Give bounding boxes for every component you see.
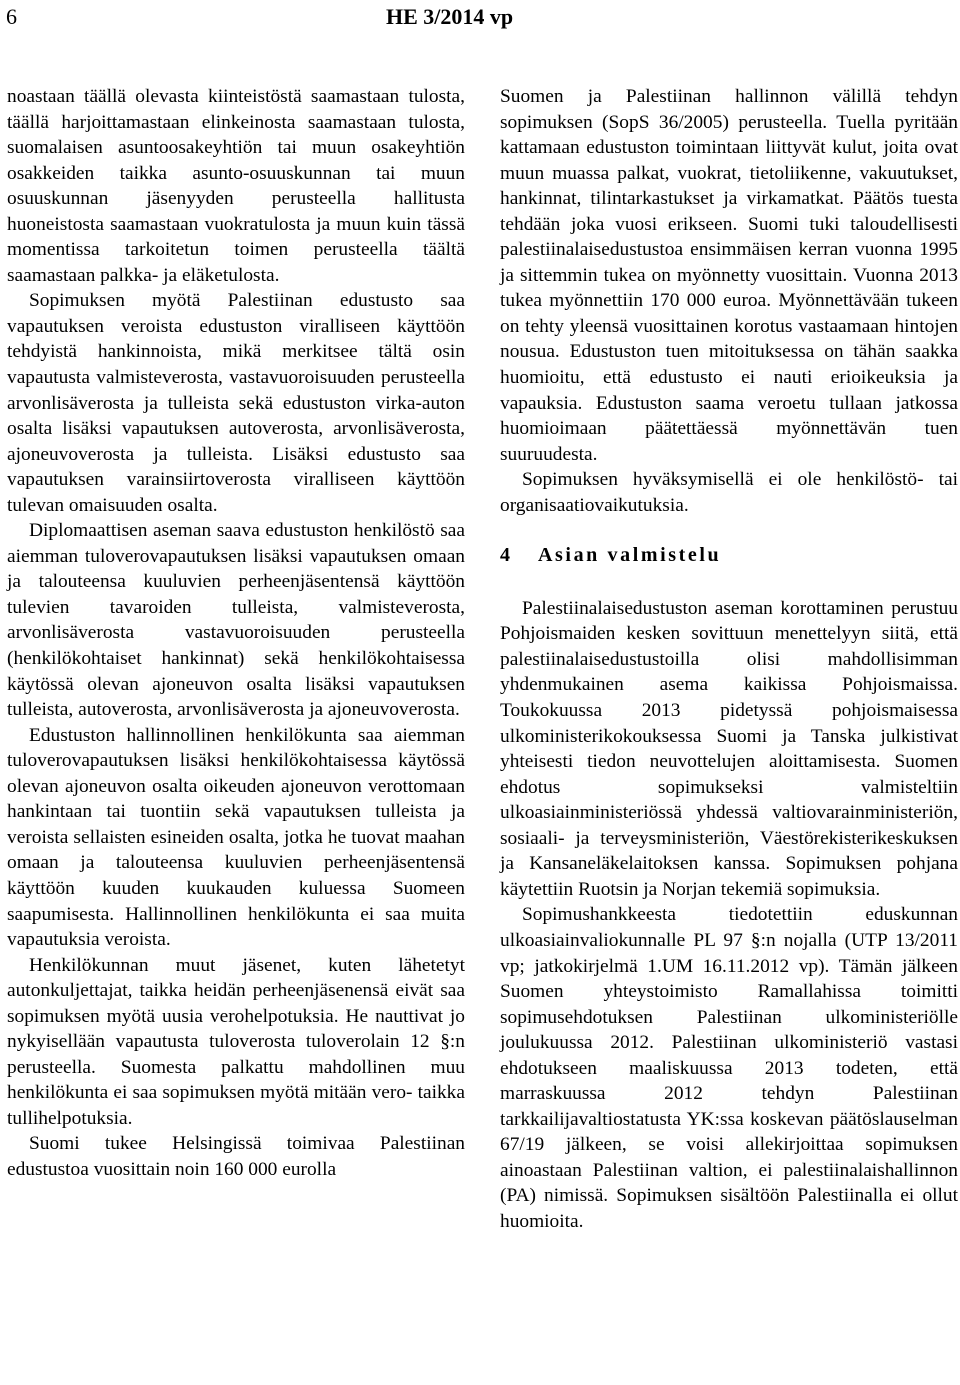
- right-column: [500, 84, 958, 1235]
- section-number: 4: [500, 544, 510, 567]
- paragraph: Henkilökunnan muut jäsenet, kuten lähetetyt autonkuljettajat, taikka heidän perheenjäsenensä eivät saa sopimuksen myötä uusia verohelpotuksia. He nauttivat jo nykyisellään vapautusta tuloverosta tuloverolain 12 §:n perusteella. Suomesta palkattu mahdollinen muu henkilökunta ei saa sopimuksen myötä mitään vero- taikka tullihelpotuksia.: [7, 954, 465, 1129]
- paragraph: Suomi tukee Helsingissä toimivaa Palestiinan edustustoa vuosittain noin 160 000 eurolla: [7, 1133, 465, 1180]
- paragraph: noastaan täällä olevasta kiinteistöstä saamastaan tulosta, täällä harjoittamastaan elinkeinosta saamastaan tulosta, suomalaisen asuntoosakeyhtiön tai muun osakeyhtiön osakkeiden taikka asunto-osuuskunnan tai muun osuuskunnan jäsenyyden perusteella hallitusta huoneistosta saamastaan vuokratulosta ja muun kuin tässä momentissa tarkoitetun toimen perusteella täältä saamastaan palkka- ja eläketulosta.: [7, 86, 465, 286]
- page-number: 6: [6, 4, 17, 29]
- paragraph: Edustuston hallinnollinen henkilökunta saa aiemman tuloverovapautuksen lisäksi henkilökohtaisessa käytössä olevan ajoneuvon osalta oikeuden ajoneuvon verottomaan hankintaan tai tuontiin sekä vapautuksen tulleista ja veroista sellaisten esineiden osalta, jotka he tuovat maahan omaan ja talouteensa kuuluvien perheenjäsentensä käyttöön kuuden kuukauden kuluessa Suomeen saapumisesta. Hallinnollinen henkilökunta ei saa muita vapautuksia veroista.: [7, 724, 465, 951]
- paragraph: Sopimuksen myötä Palestiinan edustusto saa vapautuksen veroista edustuston viralliseen käyttöön tehdyistä hankinnoista, mikä merkitsee tältä osin vapautusta valmisteverosta, vastavuoroisuuden perusteella arvonlisäverosta ja tulleista sekä edustuston virka-auton osalta lisäksi vapautuksen autoverosta, arvonlisäverosta, ajoneuvoverosta ja tulleista. Lisäksi edustusto saa vapautuksen varainsiirtoverosta viralliseen käyttöön tulevan omaisuuden osalta.: [7, 290, 465, 516]
- page-header: [6, 4, 954, 34]
- paragraph: Diplomaattisen aseman saava edustuston henkilöstö saa aiemman tuloverovapautuksen lisäksi vapautuksen omaan ja talouteensa kuuluvien perheenjäsentensä käyttöön tulevien tavaroiden tulleista, valmisteverosta, arvonlisäverosta vastavuoroisuuden perusteella (henkilökohtaiset hankinnat) sekä henkilökohtaisessa käytössä olevan ajoneuvon osalta lisäksi vapautuksen tulleista, autoverosta, arvonlisäverosta ja ajoneuvoverosta.: [7, 520, 465, 721]
- section-title: Asian valmistelu: [538, 544, 722, 567]
- paragraph: Sopimushankkeesta tiedotettiin eduskunnan ulkoasiainvaliokunnalle PL 97 §:n nojalla (UTP 13/2011 vp; jatkokirjelmä 1.UM 16.11.2012 vp). Tämän jälkeen Suomen yhteystoimisto Ramallahissa toimitti sopimusehdotuksen Palestiinan ulkoministeriölle joulukuussa 2012. Palestiinan ulkoministeriö vastasi ehdotukseen maaliskuussa 2013 todeten, että marraskuussa 2012 tehdyn Palestiinan tarkkailijavaltiostatusta YK:ssa koskevan päätöslauselman 67/19 jälkeen, se voisi allekirjoittaa sopimuksen ainoastaan Palestiinan valtion, ei palestiinalaishallinnon (PA) nimissä. Sopimuksen sisältöön Palestiinalla ei ollut huomioita.: [500, 904, 958, 1232]
- section-heading: [500, 543, 958, 569]
- paragraph: Palestiinalaisedustuston aseman korottaminen perustuu Pohjoismaiden kesken sovittuun menettelyyn siitä, että palestiinalaisedustustoilla olisi mahdollisimman yhdenmukainen asema kaikissa Pohjoismaissa. Toukokuussa 2013 pidetyssä pohjoismaisessa ulkoministerikokouksessa Suomi ja Tanska julkistivat yhteisesti tiedon neuvottelujen aloittamisesta. Suomen ehdotus sopimukseksi valmisteltiin ulkoasiainministeriössä yhdessä valtiovarainministeriön, sosiaali- ja terveysministeriön, Väestörekisterikeskuksen ja Kansaneläkelaitoksen kanssa. Sopimuksen pohjana käytettiin Ruotsin ja Norjan tekemiä sopimuksia.: [500, 597, 958, 900]
- paragraph: Sopimuksen hyväksymisellä ei ole henkilöstö- tai organisaatiovaikutuksia.: [500, 469, 958, 516]
- paragraph: Suomen ja Palestiinan hallinnon välillä tehdyn sopimuksen (SopS 36/2005) perusteella. Tuella pyritään kattamaan edustuston toimintaan liittyvät kulut, joita ovat muun muassa palkat, vuokrat, tietoliikenne, vakuutukset, hankinnat, tilintarkastukset ja virkamatkat. Päätös tuesta tehdään joka vuosi erikseen. Suomi tuki taloudellisesti palestiinalaisedustustoa ensimmäisen kerran vuonna 1995 ja sittemmin tukea on myönnetty vuosittain. Vuonna 2013 tukea myönnettiin 170 000 euroa. Myönnettävään tukeen on tehty yleensä vuosittainen korotus vastaamaan hintojen nousua. Edustuston tuen mitoituksessa on tähän saakka huomioitu, että edustusto ei nauti erioikeuksia ja vapauksia. Edustuston saama veroetu tullaan jatkossa huomioimaan päätettäessä myönnettävän tuen suuruudesta.: [500, 86, 958, 465]
- document-id: HE 3/2014 vp: [386, 4, 514, 29]
- left-column: [7, 84, 465, 1183]
